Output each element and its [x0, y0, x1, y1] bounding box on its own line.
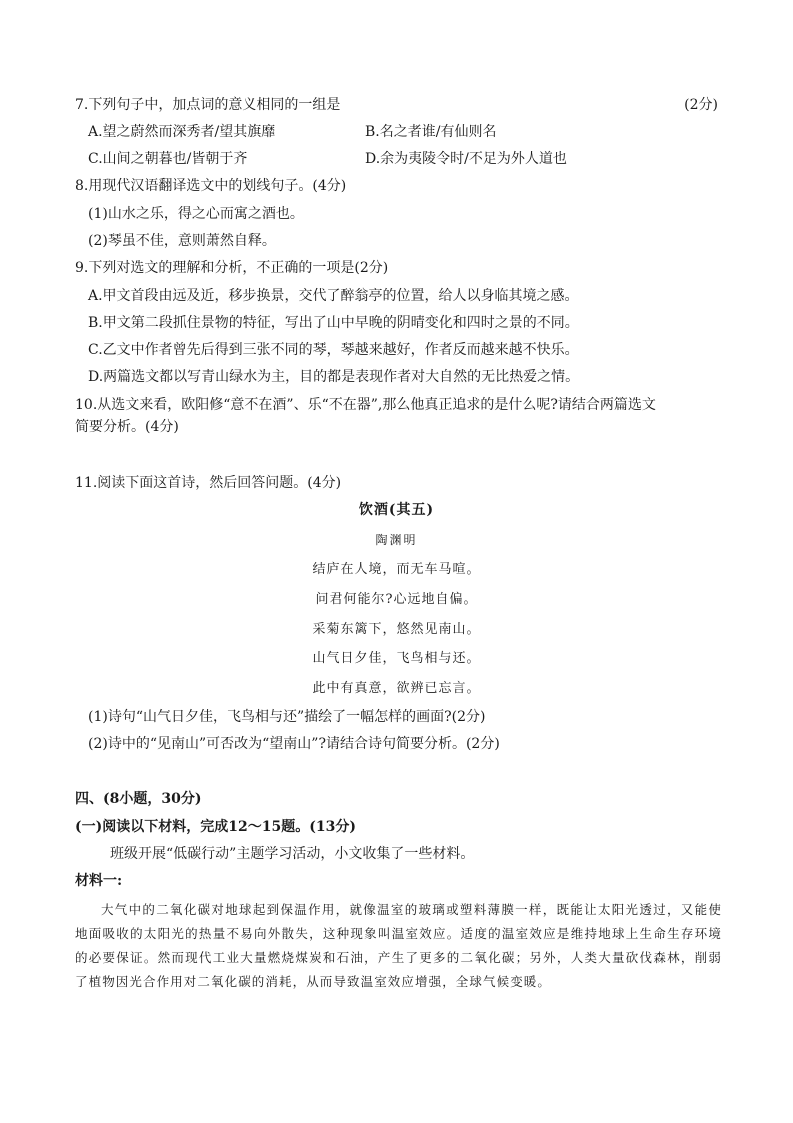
poem-line: 问君何能尔?心远地自偏。 — [315, 592, 478, 607]
poem-line: 结庐在人境，而无车马喧。 — [312, 562, 481, 577]
material-1-text: 大气中的二氧化碳对地球起到保温作用，就像温室的玻璃或塑料薄膜一样，既能让太阳光透过，又能使地面吸收的太阳光的热量不易向外散失，这种现象叫温室效应。适度的温室效应是维持地球上生命生存环境的必要保证。然而现代工业大量燃烧煤炭和石油，产生了更多的二氧化碳；另外，人类大量砍伐森林，削弱了植物因光合作用对二氧化碳的消耗，从而导致温室效应增强，全球气候变暖。 — [75, 902, 722, 989]
q9-option-b: B.甲文第二段抓住景物的特征，写出了山中早晚的阴晴变化和四时之景的不同。 — [88, 315, 579, 331]
poem-author: 陶渊明 — [375, 533, 418, 547]
question-10-line-2: 简要分析。(4分) — [75, 419, 179, 435]
question-9: 9.下列对选文的理解和分析，不正确的一项是(2分) — [75, 260, 389, 276]
poem-line: 山气日夕佳，飞鸟相与还。 — [312, 651, 481, 666]
question-11: 11.阅读下面这首诗，然后回答问题。(4分) — [75, 475, 342, 491]
q7-option-c: C.山间之朝暮也/皆朝于齐 — [88, 151, 248, 167]
section-4-subheading: (一)阅读以下材料，完成12～15题。(13分) — [75, 819, 356, 835]
section-4-lead: 班级开展“低碳行动”主题学习活动，小文收集了一些材料。 — [110, 846, 475, 862]
q7-option-b: B.名之者谁/有仙则名 — [365, 124, 497, 140]
question-7-score: (2分) — [684, 97, 718, 113]
question-10-line-1: 10.从选文来看，欧阳修“意不在酒”、乐“不在器”,那么他真正追求的是什么呢?请结合两篇选文 — [75, 397, 656, 413]
q8-sentence-2: (2)琴虽不佳，意则萧然自释。 — [88, 233, 276, 249]
q9-option-a: A.甲文首段由远及近，移步换景，交代了醉翁亭的位置，给人以身临其境之感。 — [88, 288, 579, 304]
section-4-heading: 四、(8小题，30分) — [75, 791, 202, 807]
q9-option-d: D.两篇选文都以写青山绿水为主，目的都是表现作者对大自然的无比热爱之情。 — [88, 369, 580, 385]
poem-title: 饮酒(其五) — [358, 502, 435, 518]
poem-line: 此中有真意，欲辨已忘言。 — [312, 681, 481, 696]
q11-sub-1: (1)诗句“山气日夕佳，飞鸟相与还”描绘了一幅怎样的画面?(2分) — [88, 709, 486, 725]
q9-option-c: C.乙文中作者曾先后得到三张不同的琴，琴越来越好，作者反而越来越不快乐。 — [88, 342, 579, 358]
question-8: 8.用现代汉语翻译选文中的划线句子。(4分) — [75, 178, 347, 194]
poem-line: 采菊东篱下，悠然见南山。 — [312, 622, 481, 637]
q7-option-a: A.望之蔚然而深秀者/望其旗靡 — [88, 124, 276, 140]
material-1-label: 材料一: — [75, 873, 123, 889]
q7-option-d: D.余为夷陵令时/不足为外人道也 — [365, 151, 567, 167]
q11-sub-2: (2)诗中的“见南山”可否改为“望南山”?请结合诗句简要分析。(2分) — [88, 736, 500, 752]
question-7: 7.下列句子中，加点词的意义相同的一组是 — [75, 97, 341, 113]
q8-sentence-1: (1)山水之乐，得之心而寓之酒也。 — [88, 206, 304, 222]
